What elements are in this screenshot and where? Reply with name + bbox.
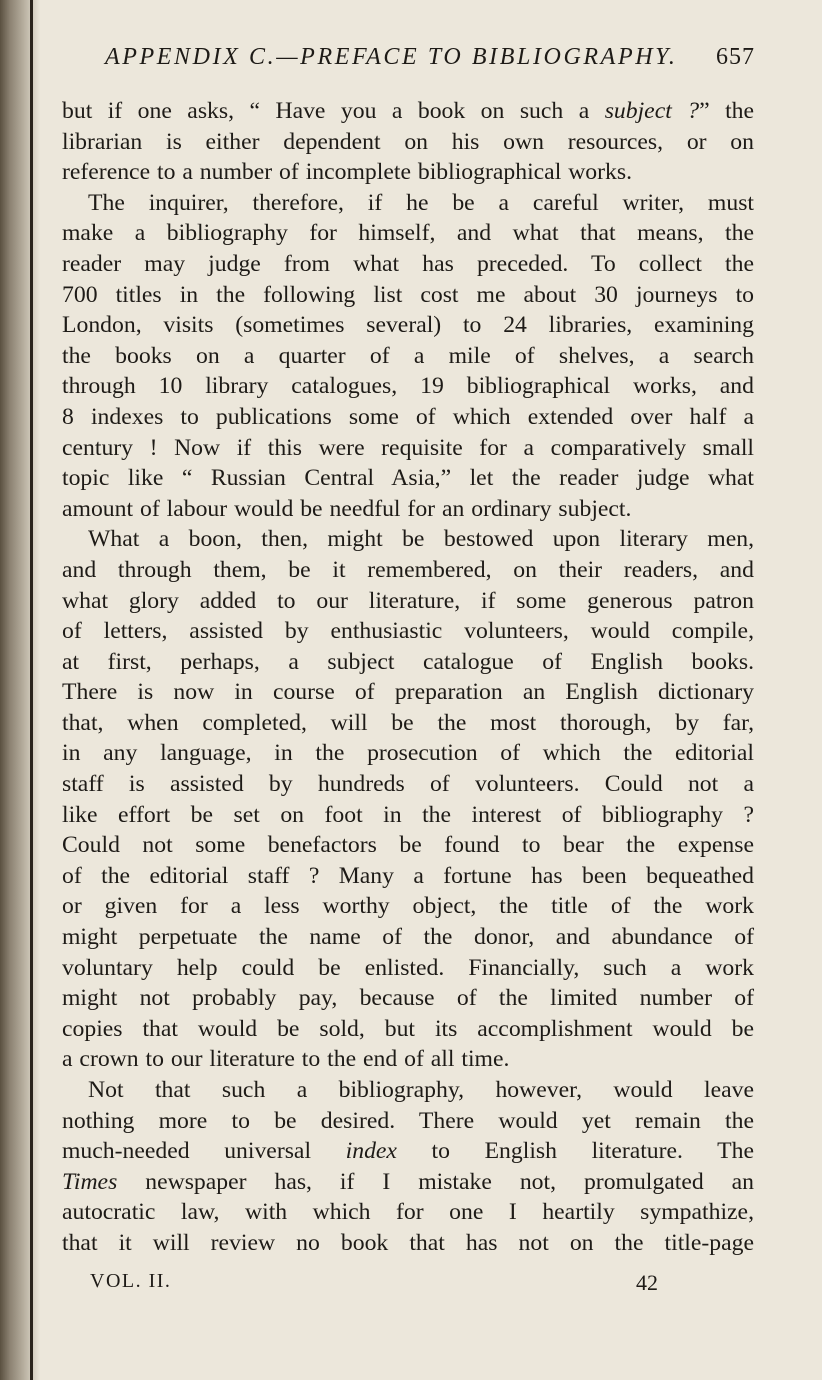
text-line: a crown to our literature to the end of all time. [62, 1046, 510, 1073]
page-header [105, 44, 755, 80]
text-line: The inquirer, therefore, if he be a careful writer, must [88, 189, 754, 216]
text-line: the books on a quarter of a mile of shelves, a search [62, 342, 754, 369]
text-line: that it will review no book that has not on the title-page [62, 1229, 754, 1256]
emphasis: index [345, 1138, 397, 1165]
text-line: might perpetuate the name of the donor, and abundance of [62, 924, 754, 951]
text-line: staff is assisted by hundreds of volunteers. Could not a [62, 771, 754, 798]
text-line: century ! Now if this were requisite for a comparatively small [62, 434, 754, 461]
text-line: or given for a less worthy object, the title of the work [62, 893, 754, 920]
text-line: like effort be set on foot in the interest of bibliography ? [62, 801, 754, 828]
text-line: make a bibliography for himself, and what that means, the [62, 220, 754, 247]
text-line: of the editorial staff ? Many a fortune has been bequeathed [62, 862, 754, 889]
text-line: Could not some benefactors be found to bear the expense [62, 832, 754, 859]
text-line: There is now in course of preparation an English dictionary [62, 679, 754, 706]
emphasis: subject ? [604, 98, 700, 124]
text-line: but if one asks, “ Have you a book on such a subject ?” the [62, 98, 755, 124]
text-line: what glory added to our literature, if some generous patron [62, 587, 754, 614]
book-spine-shadow [0, 0, 40, 1380]
running-title: APPENDIX C.—PREFACE TO BIBLIOGRAPHY. [105, 44, 678, 70]
text-line: reader may judge from what has preceded. To collect the [62, 250, 754, 277]
text-line: that, when completed, will be the most thorough, by far, [62, 709, 754, 736]
page-body [62, 96, 754, 1259]
text-line: What a boon, then, might be bestowed upon literary men, [88, 526, 754, 553]
text-line: through 10 library catalogues, 19 bibliographical works, and [62, 373, 754, 400]
text-line: 8 indexes to publications some of which extended over half a [62, 403, 754, 430]
text-line: Times newspaper has, if I mistake not, promulgated an [62, 1168, 754, 1195]
text-line: at first, perhaps, a subject catalogue of English books. [62, 648, 754, 675]
text-line: in any language, in the prosecution of which the editorial [62, 740, 754, 767]
text-line: nothing more to be desired. There would yet remain the [62, 1107, 754, 1134]
text-line: librarian is either dependent on his own resources, or on [62, 128, 754, 155]
signature-mark: VOL. II. [90, 1270, 172, 1292]
gathering-number: 42 [636, 1270, 658, 1295]
text-line: voluntary help could be enlisted. Financially, such a work [62, 954, 754, 981]
text-line: Not that such a bibliography, however, would leave [88, 1077, 754, 1103]
text-line: 700 titles in the following list cost me about 30 journeys to [62, 281, 754, 308]
text-line: and through them, be it remembered, on their readers, and [62, 556, 754, 583]
text-line: might not probably pay, because of the limited number of [62, 985, 754, 1012]
text-line: amount of labour would be needful for an ordinary subject. [62, 495, 632, 522]
page-footer [90, 1270, 690, 1300]
text-line: much-needed universal index to English literature. The [62, 1138, 754, 1165]
text-line: autocratic law, with which for one I heartily sympathize, [62, 1199, 754, 1226]
text-line: London, visits (sometimes several) to 24 libraries, examining [62, 312, 754, 339]
text-line: topic like “ Russian Central Asia,” let the reader judge what [62, 465, 754, 492]
emphasis: Times [62, 1168, 118, 1195]
text-line: copies that would be sold, but its accomplishment would be [62, 1015, 754, 1042]
page-number: 657 [716, 44, 755, 70]
text-line: of letters, assisted by enthusiastic volunteers, would compile, [62, 618, 754, 645]
text-line: reference to a number of incomplete bibliographical works. [62, 159, 633, 186]
